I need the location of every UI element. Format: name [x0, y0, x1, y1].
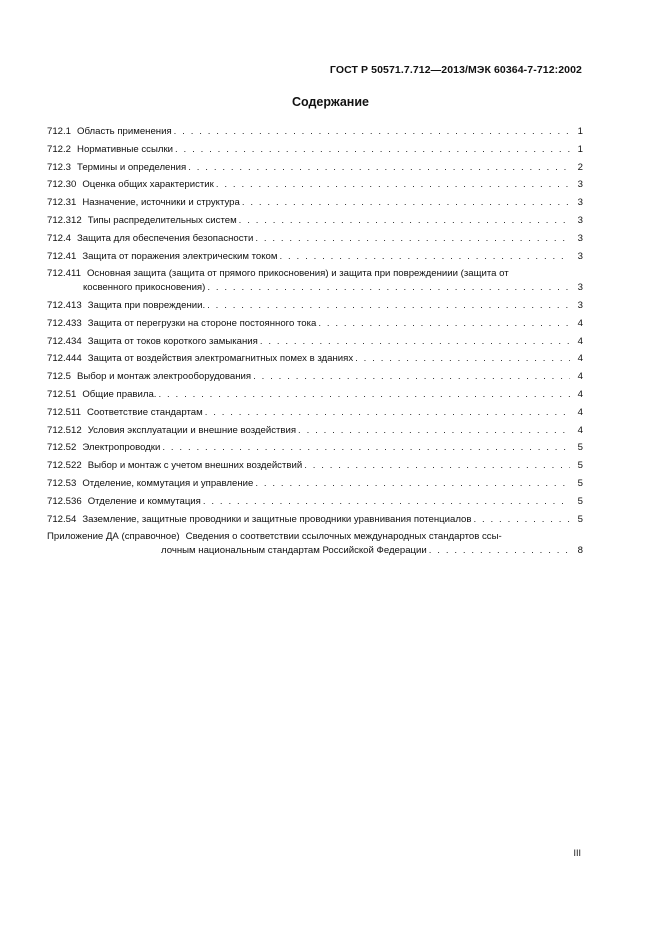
toc-item-title: Защита от перегрузки на стороне постоянного тока — [87, 317, 317, 329]
toc-item-title: Защита для обеспечения безопасности — [77, 232, 254, 244]
toc-item-number: 712.413 — [47, 299, 82, 311]
toc-item-page: 4 — [577, 406, 583, 418]
toc-leader-dots — [175, 144, 570, 155]
table-of-contents — [47, 126, 583, 563]
toc-item-title: Назначение, источники и структура — [82, 197, 240, 209]
toc-leader-dots — [207, 282, 570, 293]
toc-leader-dots — [355, 353, 570, 364]
standard-code-header: ГОСТ Р 50571.7.712—2013/МЭК 60364-7-712:2002 — [329, 64, 582, 76]
toc-item[interactable] — [47, 389, 583, 407]
toc-item[interactable] — [47, 514, 583, 532]
toc-leader-dots — [318, 318, 570, 329]
toc-item[interactable] — [47, 126, 583, 144]
toc-item-number: 712.511 — [47, 406, 81, 418]
toc-item-page: 3 — [577, 214, 583, 226]
toc-item-page: 5 — [577, 495, 583, 507]
toc-item-title-continued: косвенного прикосновения) — [83, 282, 206, 294]
toc-item[interactable] — [47, 268, 583, 282]
toc-item-title-continued: лочным национальным стандартам Российской Федерации — [161, 545, 427, 557]
toc-item[interactable] — [47, 233, 583, 251]
toc-item-number: 712.54 — [47, 513, 77, 525]
toc-item-number: 712.30 — [47, 179, 77, 191]
toc-item[interactable] — [47, 478, 583, 496]
toc-item[interactable] — [47, 318, 583, 336]
toc-item-title: Отделение и коммутация — [87, 495, 201, 507]
toc-item-number: 712.31 — [47, 197, 77, 209]
toc-item-number: 712.3 — [47, 161, 72, 173]
toc-item-title: Сведения о соответствии ссылочных международных стандартов ссы- — [185, 531, 502, 543]
toc-item-page: 3 — [577, 197, 583, 209]
toc-item[interactable] — [47, 215, 583, 233]
toc-leader-dots — [162, 442, 570, 453]
toc-item-title: Основная защита (защита от прямого прикосновения) и защита при повреждениии (защита от — [86, 268, 509, 280]
toc-leader-dots — [174, 126, 570, 137]
toc-item[interactable] — [47, 496, 583, 514]
toc-leader-dots — [429, 545, 570, 556]
toc-item-title: Типы распределительных систем — [87, 214, 237, 226]
toc-item-continuation[interactable] — [47, 282, 583, 300]
toc-item-number: 712.41 — [47, 250, 77, 262]
toc-item-page: 5 — [577, 513, 583, 525]
toc-item-number: 712.433 — [47, 317, 82, 329]
toc-item-page: 3 — [577, 232, 583, 244]
toc-item[interactable] — [47, 371, 583, 389]
toc-item[interactable] — [47, 144, 583, 162]
toc-item-title: Электропроводки — [82, 442, 161, 454]
toc-item-number: 712.434 — [47, 335, 82, 347]
toc-item-page: 1 — [577, 143, 583, 155]
toc-item-page: 4 — [577, 317, 583, 329]
toc-item-page: 5 — [577, 460, 583, 472]
toc-leader-dots — [298, 425, 570, 436]
toc-leader-dots — [158, 389, 570, 400]
toc-item-number: 712.1 — [47, 126, 72, 137]
toc-leader-dots — [216, 179, 570, 190]
toc-item-page: 5 — [577, 442, 583, 454]
toc-leader-dots — [255, 478, 570, 489]
toc-item[interactable] — [47, 197, 583, 215]
toc-leader-dots — [205, 407, 570, 418]
toc-item-number: Приложение ДА (справочное) — [47, 531, 180, 543]
toc-item-page: 3 — [577, 299, 583, 311]
toc-item[interactable] — [47, 442, 583, 460]
toc-item-page: 1 — [577, 126, 583, 137]
toc-item-title: Нормативные ссылки — [77, 143, 174, 155]
toc-item-title: Защита при повреждении. — [87, 299, 206, 311]
toc-item-title: Защита от поражения электрическим током — [82, 250, 278, 262]
toc-item-title: Заземление, защитные проводники и защитные проводники уравнивания потенциалов — [82, 513, 472, 525]
toc-item-number: 712.52 — [47, 442, 77, 454]
toc-item-page: 3 — [577, 250, 583, 262]
toc-item-number: 712.522 — [47, 460, 82, 472]
toc-item-page: 3 — [577, 282, 583, 294]
toc-leader-dots — [253, 371, 570, 382]
toc-item-title: Условия эксплуатации и внешние воздействия — [87, 424, 297, 436]
toc-leader-dots — [473, 514, 570, 525]
toc-leader-dots — [255, 233, 570, 244]
toc-item-page: 5 — [577, 477, 583, 489]
toc-leader-dots — [280, 251, 571, 262]
toc-item[interactable] — [47, 336, 583, 354]
toc-item-number: 712.512 — [47, 424, 82, 436]
toc-item-page: 4 — [577, 371, 583, 383]
toc-item[interactable] — [47, 179, 583, 197]
toc-item-number: 712.411 — [47, 268, 81, 280]
toc-item-page: 3 — [577, 179, 583, 191]
toc-leader-dots — [260, 336, 570, 347]
toc-leader-dots — [239, 215, 570, 226]
toc-item-title: Защита от воздействия электромагнитных помех в зданиях — [87, 353, 354, 365]
toc-item-page: 4 — [577, 424, 583, 436]
toc-item[interactable] — [47, 162, 583, 180]
toc-item-title: Соответствие стандартам — [86, 406, 203, 418]
toc-item[interactable] — [47, 460, 583, 478]
toc-leader-dots — [188, 162, 570, 173]
toc-item-number: 712.2 — [47, 143, 72, 155]
toc-item-continuation[interactable] — [47, 545, 583, 563]
toc-item-title: Выбор и монтаж электрооборудования — [77, 371, 252, 383]
toc-item[interactable] — [47, 407, 583, 425]
toc-item-number: 712.4 — [47, 232, 72, 244]
toc-leader-dots — [242, 197, 570, 208]
toc-item[interactable] — [47, 251, 583, 269]
toc-item-page: 8 — [577, 545, 583, 557]
toc-leader-dots — [304, 460, 570, 471]
toc-item-number: 712.51 — [47, 388, 77, 400]
toc-item-title: Выбор и монтаж с учетом внешних воздействий — [87, 460, 303, 472]
page-number: III — [573, 848, 581, 858]
toc-item-number: 712.444 — [47, 353, 82, 365]
toc-item-page: 2 — [577, 161, 583, 173]
toc-item[interactable] — [47, 425, 583, 443]
toc-item-title: Отделение, коммутация и управление — [82, 477, 254, 489]
toc-item-appendix[interactable] — [47, 531, 583, 545]
toc-item-title: Оценка общих характеристик — [82, 179, 214, 191]
toc-leader-dots — [207, 300, 570, 311]
toc-item-page: 4 — [577, 353, 583, 365]
toc-item-title: Область применения — [77, 126, 172, 137]
toc-item[interactable] — [47, 353, 583, 371]
toc-item-number: 712.53 — [47, 477, 77, 489]
toc-leader-dots — [203, 496, 570, 507]
page-title: Содержание — [291, 95, 369, 109]
toc-item-title: Общие правила. — [82, 388, 157, 400]
toc-item-number: 712.5 — [47, 371, 72, 383]
toc-item-page: 4 — [577, 388, 583, 400]
toc-item-page: 4 — [577, 335, 583, 347]
toc-item-title: Термины и определения — [77, 161, 187, 173]
toc-item-number: 712.312 — [47, 214, 82, 226]
toc-item-number: 712.536 — [47, 495, 82, 507]
toc-item[interactable] — [47, 300, 583, 318]
toc-item-title: Защита от токов короткого замыкания — [87, 335, 258, 347]
